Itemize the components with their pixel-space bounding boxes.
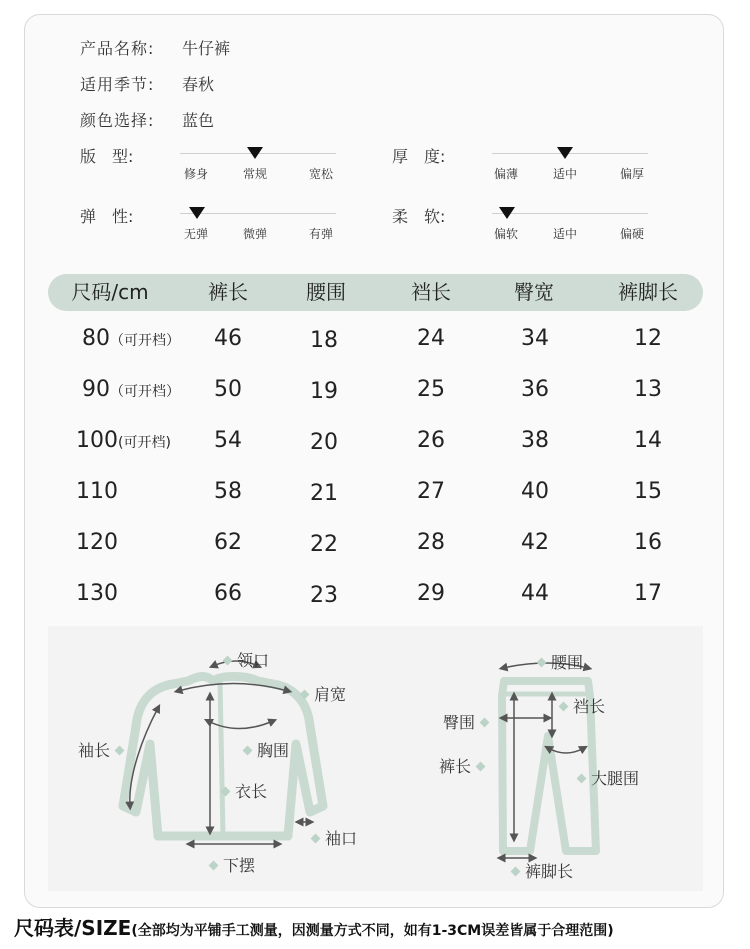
waist-cell: 19 — [310, 379, 338, 404]
pants-length-cell: 54 — [214, 428, 242, 453]
diamond-icon — [221, 787, 231, 797]
waist-cell: 22 — [310, 532, 338, 557]
rise-cell: 25 — [417, 377, 445, 402]
measurement-diagram — [48, 626, 703, 891]
diamond-icon — [537, 658, 547, 668]
label-text: 大腿围 — [591, 769, 640, 788]
fit-option: 宽松 — [308, 167, 334, 181]
color-value: 蓝色 — [182, 111, 215, 130]
header-rise: 裆长 — [411, 280, 451, 304]
label-shoulder — [295, 682, 346, 705]
label-leg-opening — [506, 859, 573, 882]
size-cell — [76, 428, 171, 453]
header-hem: 裤脚长 — [618, 280, 678, 304]
pants-length-cell: 66 — [214, 581, 242, 606]
fit-scale — [80, 144, 340, 184]
thickness-label: 厚 度: — [392, 147, 446, 166]
rise-cell: 27 — [417, 479, 445, 504]
diamond-icon — [480, 718, 490, 728]
header-hip: 臀宽 — [514, 280, 554, 304]
fit-option: 修身 — [183, 167, 209, 181]
label-text: 裆长 — [573, 697, 606, 716]
label-text: 臀围 — [443, 713, 476, 732]
elasticity-marker-icon — [189, 207, 205, 219]
season-row — [80, 72, 214, 95]
product-name-label: 产品名称: — [80, 39, 155, 58]
diamond-icon — [511, 867, 521, 877]
label-text: 裤长 — [439, 757, 472, 776]
label-chest — [238, 738, 289, 761]
softness-option: 偏软 — [493, 227, 519, 241]
thickness-marker-icon — [557, 147, 573, 159]
header-pants-length: 裤长 — [208, 280, 248, 304]
footer — [14, 912, 614, 941]
thickness-option: 偏厚 — [619, 167, 645, 181]
pants-length-cell: 58 — [214, 479, 242, 504]
table-header — [48, 274, 703, 311]
color-label: 颜色选择: — [80, 111, 155, 130]
waist-cell: 20 — [310, 430, 338, 455]
size-note: （可开档） — [110, 384, 180, 400]
fit-marker-icon — [247, 147, 263, 159]
pants-length-cell: 62 — [214, 530, 242, 555]
hem-cell: 15 — [634, 479, 662, 504]
elasticity-label: 弹 性: — [80, 207, 134, 226]
diamond-icon — [559, 702, 569, 712]
hip-cell: 38 — [521, 428, 549, 453]
label-hem — [204, 853, 255, 876]
label-text: 衣长 — [235, 782, 268, 801]
softness-option: 适中 — [552, 227, 578, 241]
label-text: 肩宽 — [314, 685, 347, 704]
diamond-icon — [223, 656, 233, 666]
elasticity-scale — [80, 204, 340, 244]
header-waist: 腰围 — [306, 280, 346, 304]
label-text: 领口 — [237, 651, 270, 670]
thickness-option: 适中 — [552, 167, 578, 181]
hem-cell: 17 — [634, 581, 662, 606]
size-cell: 130 — [76, 581, 118, 606]
diamond-icon — [300, 690, 310, 700]
label-neckline — [218, 648, 269, 671]
size-cell — [82, 326, 180, 351]
softness-scale — [392, 204, 652, 244]
rise-cell: 26 — [417, 428, 445, 453]
size-cell — [82, 377, 180, 402]
label-rise — [554, 694, 605, 717]
diagram-drawing — [48, 626, 703, 891]
size-note: (可开档) — [118, 435, 171, 451]
elasticity-option: 有弹 — [308, 227, 334, 241]
hem-cell: 13 — [634, 377, 662, 402]
rise-cell: 29 — [417, 581, 445, 606]
label-text: 裤脚长 — [525, 862, 574, 881]
elasticity-option: 微弹 — [242, 227, 268, 241]
size-note: （可开档） — [110, 333, 180, 349]
hip-cell: 42 — [521, 530, 549, 555]
pants-length-cell: 50 — [214, 377, 242, 402]
waist-cell: 18 — [310, 328, 338, 353]
hip-cell: 44 — [521, 581, 549, 606]
rise-cell: 28 — [417, 530, 445, 555]
size-value: 80 — [82, 326, 110, 351]
season-label: 适用季节: — [80, 75, 155, 94]
label-text: 腰围 — [551, 653, 584, 672]
label-pants-length — [439, 754, 490, 777]
diamond-icon — [476, 762, 486, 772]
fit-label: 版 型: — [80, 147, 134, 166]
size-value: 100 — [76, 428, 118, 453]
label-waist — [532, 650, 583, 673]
product-name-row — [80, 36, 230, 59]
color-row — [80, 108, 214, 131]
size-cell: 120 — [76, 530, 118, 555]
diamond-icon — [311, 834, 321, 844]
footer-title: 尺码表/SIZE — [14, 916, 132, 940]
elasticity-option: 无弹 — [183, 227, 209, 241]
hem-cell: 12 — [634, 326, 662, 351]
hip-cell: 40 — [521, 479, 549, 504]
hem-cell: 16 — [634, 530, 662, 555]
label-text: 袖口 — [325, 829, 358, 848]
label-body-length — [216, 779, 267, 802]
softness-label: 柔 软: — [392, 207, 446, 226]
hem-cell: 14 — [634, 428, 662, 453]
label-cuff — [306, 826, 357, 849]
hip-cell: 36 — [521, 377, 549, 402]
diamond-icon — [209, 861, 219, 871]
jacket-icon — [123, 676, 323, 836]
rise-cell: 24 — [417, 326, 445, 351]
label-text: 胸围 — [257, 741, 290, 760]
size-value: 90 — [82, 377, 110, 402]
size-cell: 110 — [76, 479, 118, 504]
waist-cell: 21 — [310, 481, 338, 506]
softness-option: 偏硬 — [619, 227, 645, 241]
hip-cell: 34 — [521, 326, 549, 351]
pants-length-cell: 46 — [214, 326, 242, 351]
thickness-scale — [392, 144, 652, 184]
product-name-value: 牛仔裤 — [182, 39, 231, 58]
diamond-icon — [577, 774, 587, 784]
fit-option: 常规 — [242, 167, 268, 181]
thickness-option: 偏薄 — [493, 167, 519, 181]
footer-note: (全部均为平铺手工测量，因测量方式不同，如有1-3CM误差皆属于合理范围) — [131, 923, 614, 939]
diamond-icon — [243, 746, 253, 756]
header-size: 尺码/cm — [71, 280, 149, 304]
softness-marker-icon — [499, 207, 515, 219]
label-text: 下摆 — [223, 856, 256, 875]
label-thigh — [572, 766, 639, 789]
waist-cell: 23 — [310, 583, 338, 608]
label-text: 袖长 — [78, 741, 111, 760]
softness-scale-line — [492, 213, 648, 214]
season-value: 春秋 — [182, 75, 215, 94]
label-hip — [443, 710, 494, 733]
diamond-icon — [115, 746, 125, 756]
label-sleeve-length — [78, 738, 129, 761]
